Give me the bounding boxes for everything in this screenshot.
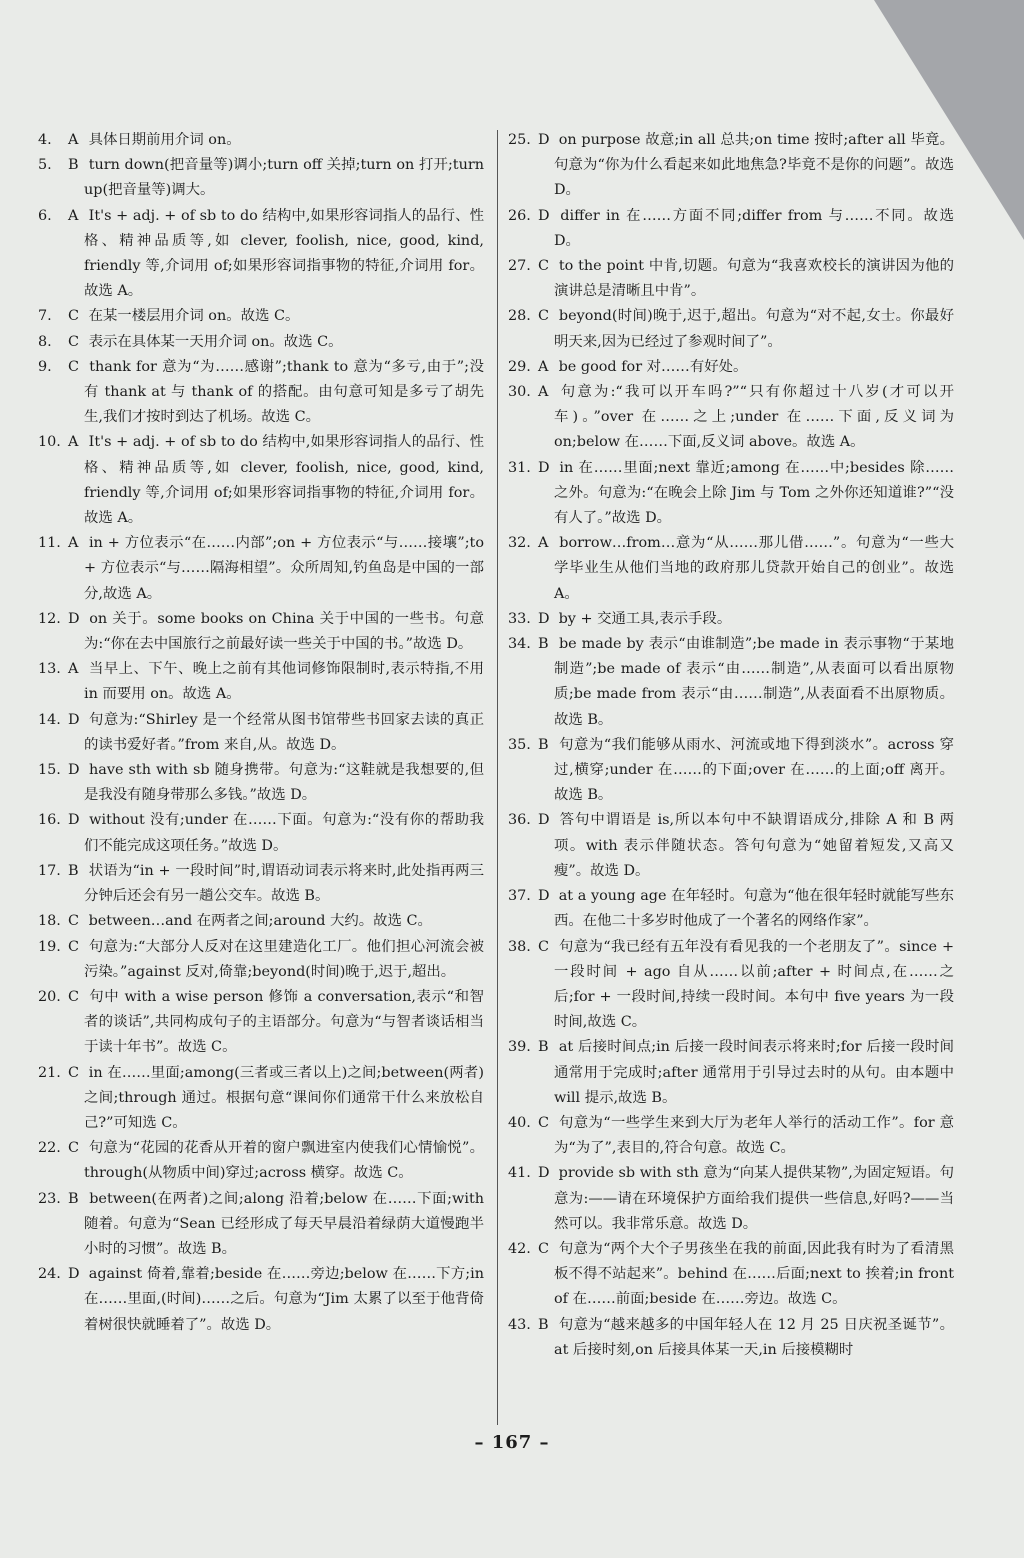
answer-letter: A <box>68 434 79 451</box>
answer-entry <box>508 254 954 304</box>
question-number: 42. <box>508 1240 531 1257</box>
answer-entry <box>38 657 484 707</box>
explanation-text: at 后接时间点;in 后接一段时间表示将来时;for 后接一段时间通常用于完成时;after 通常用于引导过去时的从句。由本题中 will 提示,故选 B。 <box>554 1039 954 1106</box>
explanation-text: 句意为“我们能够从雨水、河流或地下得到淡水”。across 穿过,横穿;under 在……的下面;over 在……的上面;off 离开。故选 B。 <box>554 736 954 804</box>
answer-letter: C <box>68 988 80 1005</box>
explanation-text: on 关于。some books on China 关于中国的一些书。句意为:“你在去中国旅行之前最好读一些关于中国的书。”故选 D。 <box>84 610 484 653</box>
answer-letter: D <box>538 610 550 627</box>
answer-letter: D <box>68 711 80 728</box>
explanation-text: It's + adj. + of sb to do 结构中,如果形容词指人的品行、性格、精神品质等,如 clever, foolish, nice, good, kind, friendly 等,介词用 of;如果形容词指事物的特征,介词用 for。故选 A。 <box>84 207 484 300</box>
answer-letter: C <box>68 1064 80 1081</box>
answer-letter: C <box>68 1140 80 1157</box>
answer-letter: A <box>68 132 79 148</box>
question-number: 40. <box>508 1114 531 1131</box>
answer-entry <box>508 884 954 934</box>
explanation-text: beyond(时间)晚于,迟于,超出。句意为“对不起,女士。你最好明天来,因为已经过了参观时间了”。 <box>554 308 955 350</box>
answer-letter: C <box>538 1114 550 1131</box>
answer-entry <box>38 758 484 808</box>
answer-entry <box>508 531 954 607</box>
question-number: 13. <box>38 661 61 678</box>
answer-letter: A <box>68 207 79 224</box>
explanation-text: against 倚着,靠着;beside 在……旁边;below 在……下方;in 在……里面,(时间)……之后。句意为“Jim 太累了以至于他背倚着树很快就睡着了”。故选 D。 <box>84 1266 484 1333</box>
question-number: 20. <box>38 988 61 1005</box>
page-number: – 167 – <box>474 1432 550 1453</box>
answer-letter: A <box>538 535 549 552</box>
question-number: 22. <box>38 1140 61 1157</box>
question-number: 43. <box>508 1316 531 1333</box>
answer-entry <box>38 1136 484 1186</box>
answer-letter: B <box>538 1316 549 1333</box>
answer-entry <box>38 355 484 431</box>
explanation-text: 句意为“一些学生来到大厅为老年人举行的活动工作”。for 意为“为了”,表目的,符合句意。故选 C。 <box>554 1114 954 1157</box>
question-number: 16. <box>38 812 61 829</box>
question-number: 38. <box>508 938 531 955</box>
answer-entry <box>38 909 484 934</box>
answer-entry <box>508 632 954 733</box>
question-number: 21. <box>38 1064 61 1081</box>
question-number: 17. <box>38 862 61 879</box>
answer-letter: C <box>538 1240 550 1257</box>
explanation-text: turn down(把音量等)调小;turn off 关掉;turn on 打开;turn up(把音量等)调大。 <box>84 157 484 199</box>
answer-letter: B <box>68 862 79 879</box>
question-number: 33. <box>508 610 531 627</box>
answer-entry <box>38 304 484 329</box>
answer-letter: D <box>68 812 80 829</box>
answer-entry <box>38 935 484 985</box>
question-number: 29. <box>508 358 531 375</box>
answer-entry <box>508 1161 954 1237</box>
explanation-text: be good for 对……有好处。 <box>558 358 748 375</box>
question-number: 37. <box>508 888 531 905</box>
question-number: 24. <box>38 1266 61 1283</box>
explanation-text: 句意为:“我可以开车吗?”“只有你超过十八岁(才可以开车)。”over 在……之上;under 在……下面,反义词为 on;below 在……下面,反义词 above。故选 A。 <box>554 384 954 451</box>
explanation-text: 状语为“in + 一段时间”时,谓语动词表示将来时,此处指再两三分钟后还会有另一趟公交车。故选 B。 <box>84 862 484 905</box>
explanation-text: be made by 表示“由谁制造”;be made in 表示事物“于某地制造”;be made of 表示“由……制造”,从表面可以看出原物质;be made from 表示“由……制造”,从表面看不出原物质。故选 B。 <box>554 636 954 728</box>
answer-letter: D <box>538 1165 550 1182</box>
explanation-text: in 在……里面;next 靠近;among 在……中;besides 除……之外。句意为:“在晚会上除 Jim 与 Tom 之外你还知道谁?”“没有人了。”故选 D。 <box>554 459 954 527</box>
answer-entry <box>38 859 484 909</box>
question-number: 26. <box>508 207 531 224</box>
question-number: 12. <box>38 610 61 627</box>
answer-entry <box>38 531 484 607</box>
answer-entry <box>508 304 954 354</box>
explanation-text: 答句中谓语是 is,所以本句中不缺谓语成分,排除 A 和 B 两项。with 表示伴随状态。答句句意为“她留着短发,又高又瘦”。故选 D。 <box>554 812 955 879</box>
question-number: 14. <box>38 711 61 728</box>
answer-entry <box>508 607 954 632</box>
question-number: 30. <box>508 384 531 401</box>
explanation-text: provide sb with sth 意为“向某人提供某物”,为固定短语。句意为:——请在环境保护方面给我们提供一些信息,好吗?——当然可以。我非常乐意。故选 D。 <box>554 1165 954 1232</box>
answer-entry <box>508 808 954 884</box>
explanation-text: at a young age 在年轻时。句意为“他在很年轻时就能写些东西。在他二十多岁时他成了一个著名的网络作家”。 <box>554 888 954 930</box>
answer-letter: C <box>68 938 80 955</box>
explanation-text: 句意为“我已经有五年没有看见我的一个老朋友了”。since + 一段时间 + ago 自从……以前;after + 时间点,在……之后;for + 一段时间,持续一段时间。本句中 five years 为一段时间,故选 C。 <box>554 938 954 1031</box>
answer-letter: C <box>538 308 550 325</box>
answer-letter: C <box>538 938 550 955</box>
explanation-text: to the point 中肯,切题。句意为“我喜欢校长的演讲因为他的演讲总是清晰且中肯”。 <box>554 258 955 300</box>
question-number: 25. <box>508 132 531 148</box>
answer-entry <box>508 1237 954 1313</box>
answer-letter: D <box>68 610 80 627</box>
answer-entry <box>38 330 484 355</box>
answer-entry <box>38 708 484 758</box>
explanation-text: It's + adj. + of sb to do 结构中,如果形容词指人的品行、性格、精神品质等,如 clever, foolish, nice, good, kind, friendly 等,介词用 of;如果形容词指事物的特征,介词用 for。故选 A。 <box>84 434 484 527</box>
answer-letter: C <box>68 913 80 930</box>
answer-entry <box>508 355 954 380</box>
answer-entry <box>508 456 954 532</box>
answer-entry <box>38 128 484 153</box>
answer-letter: C <box>68 333 80 350</box>
left-column <box>38 128 484 1338</box>
answer-letter: D <box>538 132 550 148</box>
answer-entry <box>38 808 484 858</box>
question-number: 15. <box>38 762 61 779</box>
answer-letter: B <box>538 736 549 753</box>
explanation-text: 句意为“越来越多的中国年轻人在 12 月 25 日庆祝圣诞节”。at 后接时刻,on 后接具体某一天,in 后接模糊时 <box>554 1316 954 1358</box>
explanation-text: have sth with sb 随身携带。句意为:“这鞋就是我想要的,但是我没有随身带那么多钱。”故选 D。 <box>84 762 485 804</box>
answer-entry <box>38 204 484 305</box>
answer-entry <box>38 430 484 531</box>
question-number: 23. <box>38 1190 61 1207</box>
answer-letter: B <box>538 636 549 653</box>
explanation-text: 当早上、下午、晚上之前有其他词修饰限制时,表示特指,不用 in 而要用 on。故选 A。 <box>84 661 484 703</box>
explanation-text: 句意为“花园的花香从开着的窗户飘进室内使我们心情愉悦”。through(从物质中间)穿过;across 横穿。故选 C。 <box>84 1140 484 1182</box>
question-number: 8. <box>38 333 52 350</box>
explanation-text: between…and 在两者之间;around 大约。故选 C。 <box>88 913 432 930</box>
question-number: 5. <box>38 157 52 174</box>
question-number: 11. <box>38 535 61 552</box>
question-number: 28. <box>508 308 531 325</box>
question-number: 7. <box>38 308 52 325</box>
answer-entry <box>508 1111 954 1161</box>
answer-letter: D <box>538 459 550 476</box>
answer-entry <box>38 1061 484 1137</box>
right-column <box>508 128 954 1363</box>
explanation-text: between(在两者)之间;along 沿着;below 在……下面;with 随着。句意为“Sean 已经形成了每天早晨沿着绿荫大道慢跑半小时的习惯”。故选 B。 <box>84 1190 485 1257</box>
answer-entry <box>508 128 954 204</box>
explanation-text: 句中 with a wise person 修饰 a conversation,表示“和智者的谈话”,共同构成句子的主语部分。句意为“与智者谈话相当于读十年书”。故选 C。 <box>84 988 484 1056</box>
question-number: 34. <box>508 636 531 653</box>
answer-letter: A <box>68 661 79 678</box>
answer-entry <box>38 1262 484 1338</box>
explanation-text: 句意为“两个大个子男孩坐在我的前面,因此我有时为了看清黑板不得不站起来”。behind 在……后面;next to 挨着;in front of 在……前面;beside 在……旁边。故选 C。 <box>554 1240 955 1308</box>
explanation-text: in 在……里面;among(三者或三者以上)之间;between(两者)之间;through 通过。根据句意“课间你们通常干什么来放松自己?”可知选 C。 <box>84 1064 484 1131</box>
answer-entry <box>38 985 484 1061</box>
answer-entry <box>508 935 954 1036</box>
question-number: 19. <box>38 938 61 955</box>
question-number: 6. <box>38 207 52 224</box>
answer-letter: B <box>538 1039 549 1056</box>
question-number: 9. <box>38 358 52 375</box>
explanation-text: by + 交通工具,表示手段。 <box>558 610 732 627</box>
answer-letter: D <box>68 762 80 779</box>
explanation-text: 句意为:“Shirley 是一个经常从图书馆带些书回家去读的真正的读书爱好者。”from 来自,从。故选 D。 <box>84 711 485 753</box>
question-number: 32. <box>508 535 531 552</box>
question-number: 39. <box>508 1039 531 1056</box>
answer-letter: A <box>68 535 79 552</box>
answer-letter: D <box>538 207 550 224</box>
question-number: 18. <box>38 913 61 930</box>
answer-letter: C <box>68 308 80 325</box>
explanation-text: 句意为:“大部分人反对在这里建造化工厂。他们担心河流会被污染。”against 反对,倚靠;beyond(时间)晚于,迟于,超出。 <box>84 938 484 980</box>
explanation-text: without 没有;under 在……下面。句意为:“没有你的帮助我们不能完成这项任务。”故选 D。 <box>84 812 484 854</box>
answer-columns <box>38 128 968 1428</box>
question-number: 31. <box>508 459 531 476</box>
answer-entry <box>38 607 484 657</box>
answer-letter: D <box>68 1266 80 1283</box>
answer-letter: C <box>538 258 550 275</box>
question-number: 35. <box>508 736 531 753</box>
question-number: 10. <box>38 434 61 451</box>
explanation-text: 具体日期前用介词 on。 <box>88 132 241 148</box>
answer-entry <box>508 733 954 809</box>
answer-entry <box>38 1187 484 1263</box>
answer-letter: D <box>538 888 550 905</box>
explanation-text: thank for 意为“为……感谢”;thank to 意为“多亏,由于”;没有 thank at 与 thank of 的搭配。由句意可知是多亏了胡先生,我们才按时到达了机场。故选 C。 <box>84 358 484 426</box>
question-number: 36. <box>508 812 531 829</box>
answer-letter: C <box>68 358 80 375</box>
answer-letter: B <box>68 157 79 174</box>
question-number: 4. <box>38 132 52 148</box>
answer-entry <box>508 1035 954 1111</box>
answer-entry <box>38 153 484 203</box>
question-number: 41. <box>508 1165 531 1182</box>
explanation-text: on purpose 故意;in all 总共;on time 按时;after all 毕竟。句意为“你为什么看起来如此地焦急?毕竟不是你的问题”。故选 D。 <box>554 132 954 199</box>
answer-letter: D <box>538 812 550 829</box>
answer-letter: B <box>68 1190 79 1207</box>
answer-letter: A <box>538 358 549 375</box>
explanation-text: borrow…from…意为“从……那儿借……”。句意为“一些大学毕业生从他们当地的政府那儿贷款开始自己的创业”。故选 A。 <box>554 535 955 602</box>
explanation-text: in + 方位表示“在……内部”;on + 方位表示“与……接壤”;to + 方位表示“与……隔海相望”。众所周知,钓鱼岛是中国的一部分,故选 A。 <box>84 535 484 602</box>
answer-entry <box>508 1313 954 1363</box>
answer-entry <box>508 380 954 456</box>
explanation-text: 在某一楼层用介词 on。故选 C。 <box>88 308 300 325</box>
answer-letter: A <box>538 384 549 401</box>
explanation-text: differ in 在……方面不同;differ from 与……不同。故选 D。 <box>554 207 954 249</box>
explanation-text: 表示在具体某一天用介词 on。故选 C。 <box>88 333 343 350</box>
question-number: 27. <box>508 258 531 275</box>
answer-entry <box>508 204 954 254</box>
